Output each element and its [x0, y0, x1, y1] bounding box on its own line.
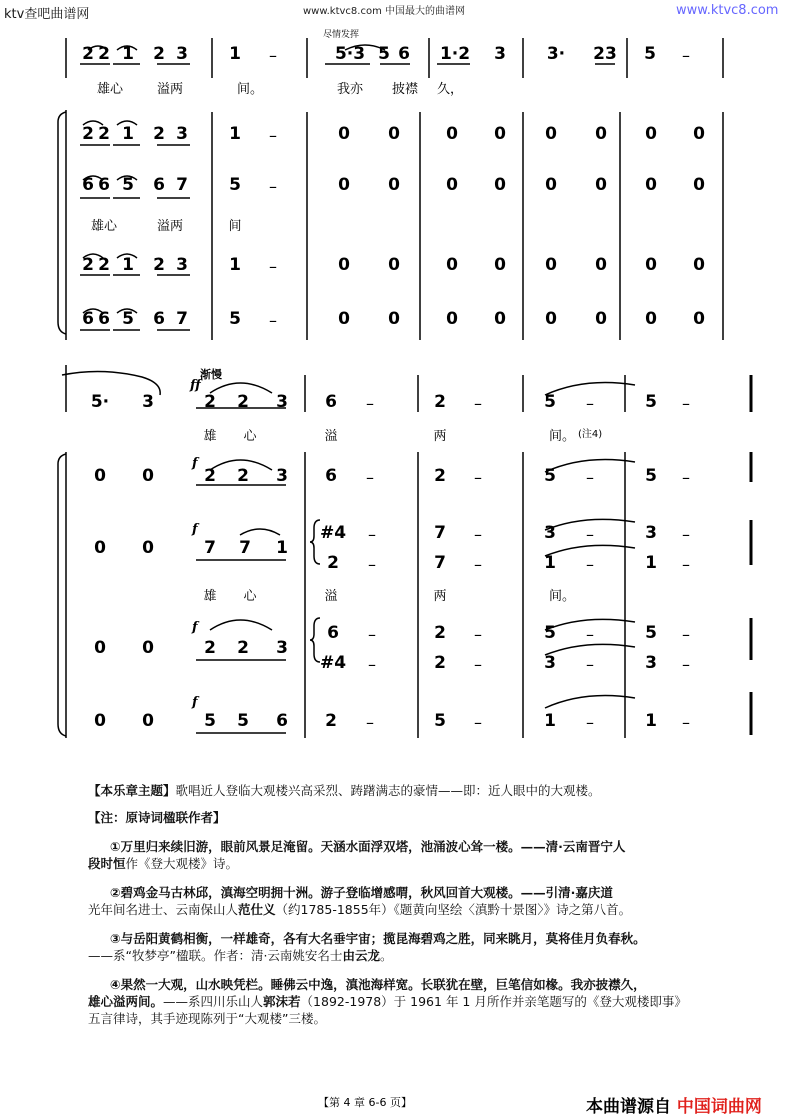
note-2-tail: （约1785-1855年）《题黄向坚绘〈滇黔十景图〉》诗之第八首。: [275, 902, 632, 917]
dash: –: [474, 655, 482, 674]
note: 0: [545, 255, 557, 275]
dash: –: [586, 525, 594, 544]
dash: –: [682, 625, 690, 644]
note: 3: [276, 466, 288, 486]
note: 7: [176, 309, 188, 329]
dynamic-ff: ff: [190, 378, 201, 393]
site-banner-center[interactable]: www.ktvc8.com 中国最大的曲谱网: [303, 6, 466, 17]
dash: –: [269, 177, 277, 196]
note: 0: [595, 175, 607, 195]
note: 2: [82, 255, 94, 275]
note: 3: [276, 392, 288, 412]
note: 0: [545, 175, 557, 195]
note: 3: [176, 255, 188, 275]
note: 0: [595, 255, 607, 275]
note: 0: [142, 711, 154, 731]
dash: –: [682, 713, 690, 732]
dash: –: [474, 394, 482, 413]
note: 2: [153, 255, 165, 275]
dash: –: [682, 394, 690, 413]
source-site-link[interactable]: 中国词曲网: [676, 1097, 762, 1117]
lyric: 溢: [324, 589, 338, 604]
lyric: 雄: [203, 589, 217, 604]
note: 0: [494, 124, 506, 144]
note-3-author: 由云龙: [342, 948, 380, 963]
note: 5: [122, 175, 134, 195]
lyric: 间: [228, 219, 242, 234]
note-4-c: ——系四川乐山人: [163, 994, 264, 1009]
note: 3: [544, 653, 556, 673]
note-1-author: 段时恒: [88, 856, 126, 871]
lyric: 溢两: [156, 219, 184, 234]
site-url-right[interactable]: www.ktvc8.com: [676, 3, 779, 18]
note: 0: [595, 124, 607, 144]
note: 7: [434, 553, 446, 573]
lyric: 心: [243, 589, 257, 604]
note: 0: [94, 638, 106, 658]
dash: –: [586, 394, 594, 413]
note: 1: [122, 44, 134, 64]
tempo-mark: 渐慢: [200, 368, 222, 381]
note-4-author: 郭沫若: [263, 994, 301, 1009]
note: 0: [338, 255, 350, 275]
note: 3: [544, 523, 556, 543]
note: 0: [545, 309, 557, 329]
note: 2: [434, 653, 446, 673]
note: 6: [398, 44, 410, 64]
note: 7: [239, 538, 251, 558]
note: 0: [494, 175, 506, 195]
dash: –: [682, 655, 690, 674]
note: 1: [544, 711, 556, 731]
dynamic-f: f: [192, 522, 198, 537]
note: 5: [378, 44, 390, 64]
note: 3: [494, 44, 506, 64]
note: 0: [645, 309, 657, 329]
note: 6: [82, 309, 94, 329]
note: 0: [693, 309, 705, 329]
note: 2: [237, 638, 249, 658]
note: 0: [338, 309, 350, 329]
dash: –: [586, 625, 594, 644]
note: 6: [276, 711, 288, 731]
note: 1: [229, 44, 241, 64]
note: 7: [204, 538, 216, 558]
note: 0: [388, 309, 400, 329]
note: 1: [229, 255, 241, 275]
lyric: 溢两: [156, 82, 184, 97]
note: 0: [645, 255, 657, 275]
note: 0: [693, 175, 705, 195]
note: 5: [645, 392, 657, 412]
note: 0: [446, 309, 458, 329]
note: 2: [434, 392, 446, 412]
note: 5: [122, 309, 134, 329]
note: 6: [153, 175, 165, 195]
note-2-author: 范仕义: [238, 902, 276, 917]
note: 0: [645, 175, 657, 195]
lyric: 两: [433, 429, 447, 444]
note: 1: [544, 553, 556, 573]
note: 1: [229, 124, 241, 144]
dynamic-f: f: [192, 695, 198, 710]
note: 5: [204, 711, 216, 731]
note: 2: [82, 44, 94, 64]
note: 6: [325, 466, 337, 486]
note: 3·: [546, 44, 566, 64]
page-indicator: 【第 4 章 6-6 页】: [318, 1096, 412, 1109]
dash: –: [474, 625, 482, 644]
note: 2: [237, 466, 249, 486]
note: 2: [153, 44, 165, 64]
note: 0: [545, 124, 557, 144]
note: 6: [325, 392, 337, 412]
dash: –: [682, 468, 690, 487]
dash: –: [368, 655, 376, 674]
note: 3: [645, 523, 657, 543]
author-label: 【注：原诗词楹联作者】: [88, 810, 226, 825]
note: 6: [327, 623, 339, 643]
dash: –: [269, 257, 277, 276]
dash: –: [586, 655, 594, 674]
note: 2: [82, 124, 94, 144]
lyric: 两: [433, 589, 447, 604]
note-4-b: 雄心溢两间。: [88, 994, 164, 1009]
source-prefix: 本曲谱源自: [586, 1097, 671, 1117]
note: 0: [645, 124, 657, 144]
lyric: 间。: [236, 82, 264, 97]
note: 0: [693, 255, 705, 275]
lyric: 间。: [548, 589, 576, 604]
note: 5: [229, 309, 241, 329]
note: 6: [82, 175, 94, 195]
note: 5: [544, 623, 556, 643]
lyric: 溢: [324, 429, 338, 444]
note: 2: [98, 44, 110, 64]
note: 2: [204, 466, 216, 486]
lyric: 雄心: [96, 82, 124, 97]
note-4: ④果然一大观，山水映凭栏。睡佛云中逸，滇池海样宽。长联犹在壁，巨笔信如椽。我亦披襟久，: [110, 977, 646, 992]
note: 0: [338, 175, 350, 195]
dash: –: [368, 525, 376, 544]
dash: –: [682, 525, 690, 544]
lyric: 久，: [436, 82, 464, 97]
note: 5·: [90, 392, 110, 412]
note: 0: [446, 255, 458, 275]
note: 2: [204, 638, 216, 658]
dash: –: [368, 555, 376, 574]
note: 0: [388, 175, 400, 195]
note: 2: [325, 711, 337, 731]
dash: –: [682, 555, 690, 574]
note: 6: [98, 175, 110, 195]
dash: –: [586, 555, 594, 574]
dash: –: [269, 46, 277, 65]
note: 1: [276, 538, 288, 558]
note: 5: [229, 175, 241, 195]
note: 0: [388, 255, 400, 275]
note: 5·3: [334, 44, 366, 64]
note: 0: [388, 124, 400, 144]
note: 0: [142, 466, 154, 486]
note: 2: [237, 392, 249, 412]
note: 0: [142, 538, 154, 558]
dash: –: [366, 394, 374, 413]
lyric: 我亦: [336, 82, 364, 97]
note: #4: [319, 523, 347, 543]
note: 3: [645, 653, 657, 673]
note: 3: [276, 638, 288, 658]
theme-text: 歌唱近人登临大观楼兴高采烈、踌躇满志的豪情——即：近人眼中的大观楼。: [175, 783, 601, 798]
note-3: ③与岳阳黄鹤相衡，一样雄奇，各有大名垂宇宙；揽昆海碧鸡之胜，同来眺月，莫将佳月负春秋。: [110, 931, 646, 946]
note: 1: [122, 255, 134, 275]
dash: –: [474, 525, 482, 544]
dash: –: [269, 311, 277, 330]
dash: –: [269, 126, 277, 145]
note: 0: [494, 309, 506, 329]
note: 0: [142, 638, 154, 658]
note-4-f: 五言律诗，其手迹现陈列于“大观楼”三楼。: [88, 1011, 326, 1026]
note: #4: [319, 653, 347, 673]
dash: –: [474, 468, 482, 487]
note-3-tail: 。: [379, 948, 393, 963]
note-2: ②碧鸡金马古林邱，滇海空明拥十洲。游子登临增感喟，秋风回首大观楼。——引清·嘉庆道: [110, 885, 613, 900]
dash: –: [474, 555, 482, 574]
note: 2: [204, 392, 216, 412]
footnote-ref: (注4): [578, 429, 603, 440]
note: 7: [434, 523, 446, 543]
note: 0: [693, 124, 705, 144]
lyric: 雄心: [90, 219, 118, 234]
note: 5: [434, 711, 446, 731]
dynamic-f: f: [192, 456, 198, 471]
dash: –: [368, 625, 376, 644]
note: 5: [544, 392, 556, 412]
source-credit: [586, 1092, 762, 1117]
note: 1: [122, 124, 134, 144]
dash: –: [586, 468, 594, 487]
note: 0: [94, 711, 106, 731]
note: 0: [446, 175, 458, 195]
note: 2: [327, 553, 339, 573]
note: 6: [153, 309, 165, 329]
note: 3: [142, 392, 154, 412]
note: 0: [494, 255, 506, 275]
note: 5: [645, 466, 657, 486]
dash: –: [682, 46, 690, 65]
lyric: 披襟: [391, 82, 419, 97]
note: 23: [593, 44, 617, 64]
note: 0: [338, 124, 350, 144]
note: 5: [544, 466, 556, 486]
note: 0: [94, 538, 106, 558]
theme-label: 【本乐章主题】: [88, 783, 176, 798]
expression-mark: 尽情发挥: [323, 30, 360, 40]
note: 5: [645, 623, 657, 643]
note: 5: [644, 44, 656, 64]
note: 2: [434, 466, 446, 486]
lyric: 间。: [548, 429, 576, 444]
note: 5: [237, 711, 249, 731]
note: 0: [446, 124, 458, 144]
note: 1: [645, 553, 657, 573]
dash: –: [586, 713, 594, 732]
lyric: 心: [243, 429, 257, 444]
note: 0: [94, 466, 106, 486]
lyric: 雄: [203, 429, 217, 444]
note: 2: [98, 255, 110, 275]
dash: –: [474, 713, 482, 732]
note-1: ①万里归来续旧游，眼前风景足淹留。天涵水面浮双塔，池涌波心耸一楼。——清·云南晋宁人: [110, 839, 626, 854]
note: 1·2: [439, 44, 471, 64]
site-logo-left[interactable]: ktv查吧曲谱网: [4, 7, 90, 22]
note: 0: [595, 309, 607, 329]
note: 6: [98, 309, 110, 329]
note-2-b: 光年间名进士、云南保山人: [88, 902, 239, 917]
dynamic-f: f: [192, 620, 198, 635]
note: 3: [176, 44, 188, 64]
note-4-e: （1892-1978）于 1961 年 1 月所作并亲笔题写的《登大观楼即事》: [300, 994, 687, 1009]
note: 7: [176, 175, 188, 195]
note: 2: [98, 124, 110, 144]
note: 1: [645, 711, 657, 731]
note-1-tail: 作《登大观楼》诗。: [125, 856, 239, 871]
note: 3: [176, 124, 188, 144]
note: 2: [434, 623, 446, 643]
annotation-notes: [88, 782, 708, 1027]
dash: –: [366, 468, 374, 487]
note-3-b: ——系“牧梦亭”楹联。作者：清·云南姚安名士: [88, 948, 343, 963]
dash: –: [366, 713, 374, 732]
note: 2: [153, 124, 165, 144]
